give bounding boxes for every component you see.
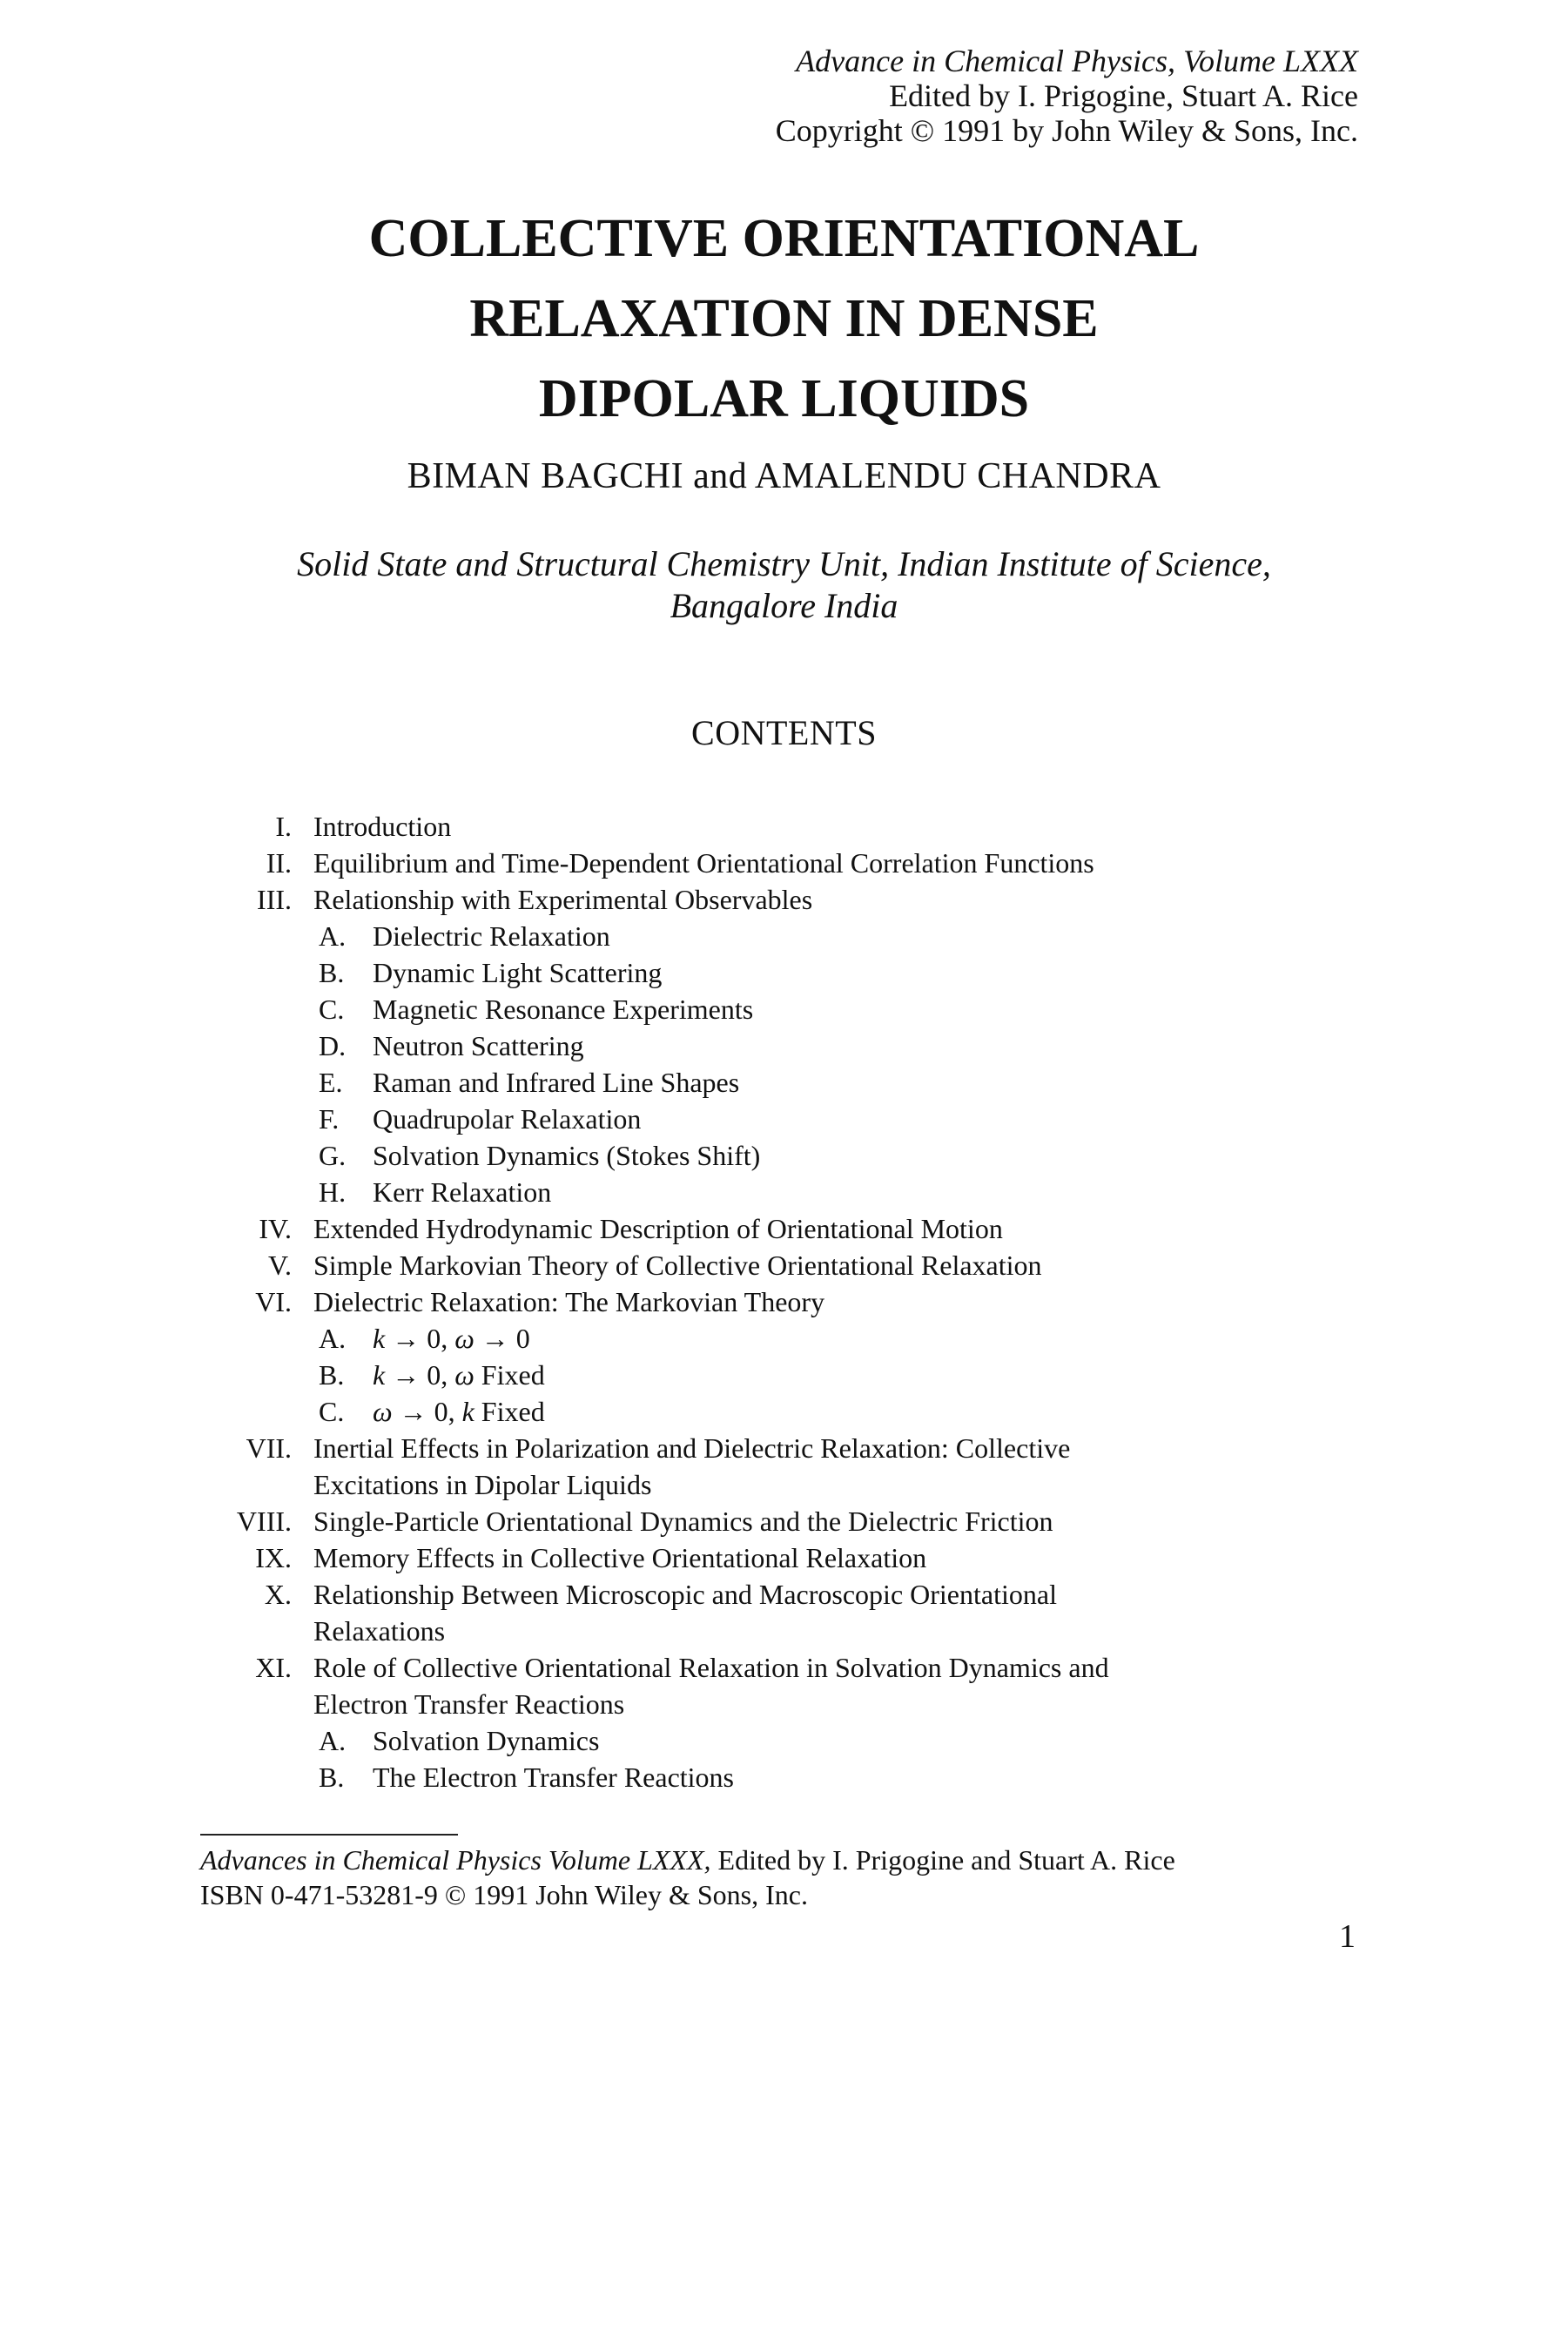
toc-entry — [0, 1283, 1568, 1320]
affiliation-line: Solid State and Structural Chemistry Unit, Indian Institute of Science, — [297, 544, 1271, 583]
toc-subentry — [0, 1101, 1568, 1137]
math-limit: Fixed — [474, 1396, 545, 1427]
toc-entry-continuation — [0, 1686, 1568, 1722]
toc-subentry — [0, 1320, 1568, 1357]
toc-number: IV. — [259, 1213, 292, 1244]
toc-entry — [0, 808, 1568, 845]
title-line: RELAXATION IN DENSE — [469, 289, 1099, 348]
toc-subentry — [0, 1722, 1568, 1759]
toc-subentry — [0, 1393, 1568, 1430]
toc-title: Dynamic Light Scattering — [373, 957, 663, 988]
toc-number: B. — [319, 1762, 345, 1793]
toc-number: A. — [319, 920, 347, 952]
toc-entry — [0, 881, 1568, 918]
toc-title: Equilibrium and Time-Dependent Orientational Correlation Functions — [313, 847, 1094, 879]
toc-title-continued: Relaxations — [313, 1615, 446, 1647]
contents-heading: CONTENTS — [691, 713, 877, 752]
table-of-contents — [0, 808, 1568, 1795]
footnote-isbn: ISBN 0-471-53281-9 © 1991 John Wiley & Sons, Inc. — [200, 1879, 808, 1910]
math-k: k — [373, 1323, 386, 1354]
math-omega: ω — [454, 1359, 474, 1391]
math-limit: → 0 — [474, 1323, 530, 1354]
toc-number: VII. — [246, 1432, 292, 1464]
title-line: DIPOLAR LIQUIDS — [538, 369, 1030, 428]
toc-title: Solvation Dynamics (Stokes Shift) — [373, 1140, 761, 1171]
toc-number: C. — [319, 1396, 345, 1427]
toc-title — [373, 1320, 530, 1357]
header-journal: Advance in Chemical Physics, Volume LXXX — [796, 44, 1358, 78]
article-title — [0, 199, 1568, 439]
math-k: k — [373, 1359, 386, 1391]
toc-subentry — [0, 954, 1568, 991]
toc-title: Kerr Relaxation — [373, 1176, 552, 1208]
toc-number: III. — [257, 884, 292, 915]
toc-title: Relationship Between Microscopic and Macroscopic Orientational — [313, 1579, 1057, 1610]
toc-number: X. — [264, 1579, 292, 1610]
toc-title: Memory Effects in Collective Orientational Relaxation — [313, 1542, 927, 1573]
toc-entry — [0, 1430, 1568, 1466]
toc-number: C. — [319, 994, 345, 1025]
toc-number: XI. — [255, 1652, 292, 1683]
toc-title: Inertial Effects in Polarization and Dielectric Relaxation: Collective — [313, 1432, 1071, 1464]
toc-number: F. — [319, 1103, 340, 1135]
footnote-editors: Edited by I. Prigogine and Stuart A. Rice — [710, 1844, 1175, 1876]
header-copyright: Copyright © 1991 by John Wiley & Sons, Inc. — [775, 113, 1358, 148]
toc-title-continued: Electron Transfer Reactions — [313, 1688, 625, 1720]
toc-subentry — [0, 1174, 1568, 1210]
toc-title: Role of Collective Orientational Relaxation in Solvation Dynamics and — [313, 1652, 1109, 1683]
toc-title: Raman and Infrared Line Shapes — [373, 1067, 740, 1098]
math-limit: → 0, — [385, 1323, 455, 1354]
toc-title: The Electron Transfer Reactions — [373, 1762, 734, 1793]
toc-title: Simple Markovian Theory of Collective Orientational Relaxation — [313, 1250, 1042, 1281]
toc-number: A. — [319, 1725, 347, 1756]
toc-subentry — [0, 991, 1568, 1027]
toc-subentry — [0, 1357, 1568, 1393]
toc-entry — [0, 1539, 1568, 1576]
toc-title-continued: Excitations in Dipolar Liquids — [313, 1469, 652, 1500]
toc-number: E. — [319, 1067, 343, 1098]
toc-subentry — [0, 1027, 1568, 1064]
toc-entry-continuation — [0, 1466, 1568, 1503]
toc-entry — [0, 1210, 1568, 1247]
copyright-block — [776, 44, 1358, 148]
math-omega: ω — [373, 1396, 393, 1427]
toc-entry — [0, 1576, 1568, 1613]
toc-subentry — [0, 918, 1568, 954]
toc-title: Magnetic Resonance Experiments — [373, 994, 754, 1025]
toc-subentry — [0, 1064, 1568, 1101]
math-limit: Fixed — [474, 1359, 545, 1391]
footnote — [200, 1842, 1175, 1912]
toc-entry — [0, 1503, 1568, 1539]
toc-entry — [0, 845, 1568, 881]
toc-entry — [0, 1649, 1568, 1686]
toc-title: Dielectric Relaxation — [373, 920, 610, 952]
toc-number: B. — [319, 957, 345, 988]
toc-entry — [0, 1247, 1568, 1283]
toc-title: Introduction — [313, 811, 452, 842]
toc-number: B. — [319, 1359, 345, 1391]
math-limit: → 0, — [392, 1396, 462, 1427]
toc-subentry — [0, 1137, 1568, 1174]
toc-title: Quadrupolar Relaxation — [373, 1103, 642, 1135]
toc-number: H. — [319, 1176, 347, 1208]
toc-title — [373, 1357, 545, 1393]
toc-title: Single-Particle Orientational Dynamics and the Dielectric Friction — [313, 1506, 1053, 1537]
toc-subentry — [0, 1759, 1568, 1795]
toc-number: II. — [266, 847, 292, 879]
toc-number: A. — [319, 1323, 347, 1354]
footnote-journal: Advances in Chemical Physics Volume LXXX, — [200, 1844, 711, 1876]
toc-number: VI. — [255, 1286, 292, 1317]
toc-title: Dielectric Relaxation: The Markovian Theory — [313, 1286, 825, 1317]
toc-entry-continuation — [0, 1613, 1568, 1649]
toc-number: I. — [275, 811, 292, 842]
toc-number: D. — [319, 1030, 347, 1061]
toc-title: Extended Hydrodynamic Description of Orientational Motion — [313, 1213, 1003, 1244]
toc-title: Relationship with Experimental Observables — [313, 884, 813, 915]
header-editors: Edited by I. Prigogine, Stuart A. Rice — [889, 78, 1358, 113]
toc-number: VIII. — [236, 1506, 292, 1537]
footnote-line — [200, 1842, 1175, 1877]
toc-title — [373, 1393, 545, 1430]
math-limit: → 0, — [385, 1359, 455, 1391]
toc-number: V. — [268, 1250, 292, 1281]
toc-number: G. — [319, 1140, 347, 1171]
footnote-rule — [200, 1834, 458, 1836]
math-k: k — [461, 1396, 474, 1427]
page-number: 1 — [1339, 1918, 1356, 1955]
title-line: COLLECTIVE ORIENTATIONAL — [368, 209, 1200, 268]
authors: BIMAN BAGCHI and AMALENDU CHANDRA — [407, 456, 1161, 496]
toc-title: Neutron Scattering — [373, 1030, 584, 1061]
affiliation-line: Bangalore India — [670, 586, 898, 625]
toc-number: IX. — [255, 1542, 292, 1573]
math-omega: ω — [454, 1323, 474, 1354]
toc-title: Solvation Dynamics — [373, 1725, 600, 1756]
affiliation — [0, 543, 1568, 627]
